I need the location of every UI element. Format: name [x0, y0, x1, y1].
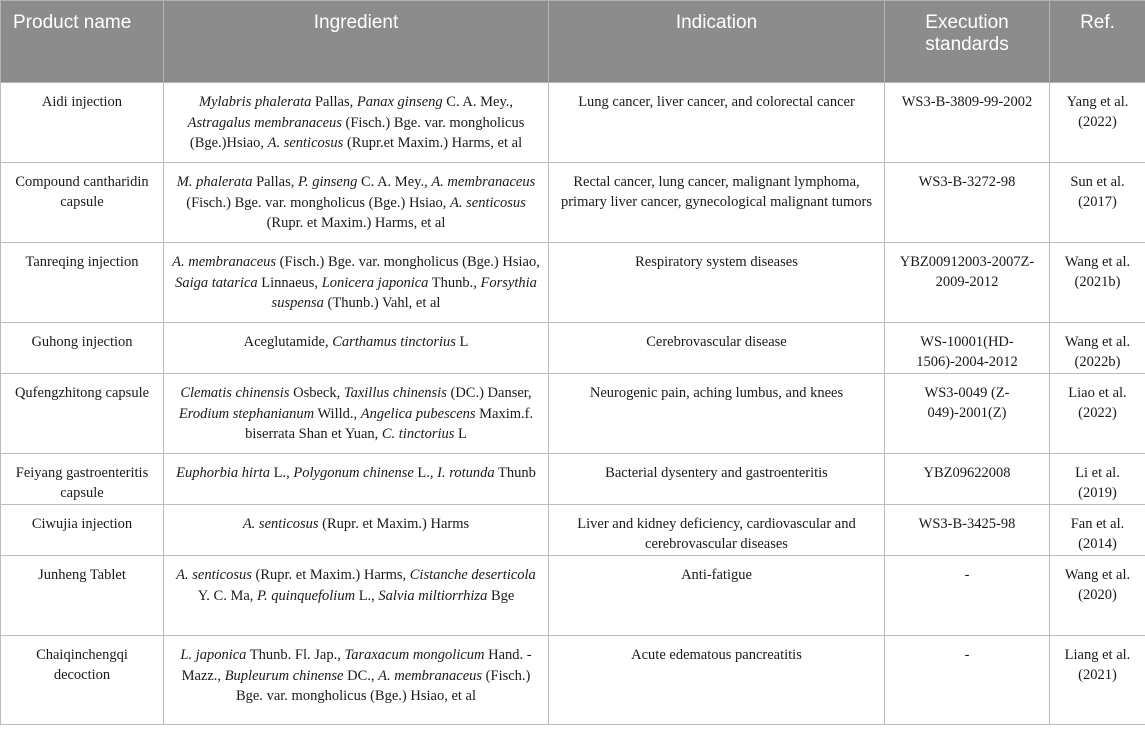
table-row: [1, 636, 1145, 725]
species-name: Bupleurum chinense: [224, 667, 344, 684]
cell-ingredient: [164, 83, 549, 163]
cell-ref: Fan et al. (2014): [1050, 505, 1145, 556]
ingredient-text: (Thunb.) Vahl, et al: [323, 295, 441, 311]
species-name: P. quinquefolium: [257, 587, 356, 604]
species-name: Astragalus membranaceus: [187, 114, 342, 131]
cell-ingredient: [164, 243, 549, 323]
ingredient-text: (Rupr. et Maxim.) Harms,: [251, 567, 410, 583]
cell-execution-standard: WS3-B-3809-99-2002: [885, 83, 1050, 163]
cell-product-name: Ciwujia injection: [1, 505, 164, 556]
species-name: Erodium stephanianum: [178, 405, 315, 422]
ingredient-text: Thunb: [494, 465, 536, 481]
species-name: L. japonica: [180, 647, 247, 663]
ingredient-text: L: [454, 426, 467, 442]
ingredient-text: Hand. -Mazz.,: [181, 647, 532, 684]
ingredient-text: L.,: [413, 465, 438, 481]
cell-product-name: Qufengzhitong capsule: [1, 374, 164, 454]
species-name: Salvia miltiorrhiza: [378, 587, 488, 604]
species-name: C. tinctorius: [381, 426, 455, 442]
cell-indication: Bacterial dysentery and gastroenteritis: [549, 454, 885, 505]
table-row: [1, 556, 1145, 636]
ingredient-text: Pallas,: [311, 94, 357, 110]
table-header: [1, 1, 1145, 83]
table-row: [1, 505, 1145, 556]
species-name: Taxillus chinensis: [343, 385, 447, 401]
header-ref: Ref.: [1050, 1, 1145, 83]
species-name: A. membranaceus: [431, 174, 536, 190]
cell-indication: Rectal cancer, lung cancer, malignant lymphoma, primary liver cancer, gynecological malignant tumors: [549, 163, 885, 243]
species-name: Carthamus tinctorius: [332, 334, 456, 350]
ingredient-text: (Fisch.) Bge. var. mongholicus (Bge.) Hsiao, et al: [235, 667, 531, 704]
ingredient-text: L.,: [355, 587, 379, 604]
cell-execution-standard: WS3-B-3425-98: [885, 505, 1050, 556]
species-name: Panax ginseng: [356, 94, 443, 110]
species-name: M. phalerata: [176, 174, 253, 190]
header-ingredient: Ingredient: [164, 1, 549, 83]
ingredient-text: (Fisch.) Bge. var. mongholicus (Bge.) Hsiao,: [186, 194, 451, 211]
header-product-name: Product name: [1, 1, 164, 83]
cell-ref: Li et al. (2019): [1050, 454, 1145, 505]
cell-execution-standard: -: [885, 556, 1050, 636]
ingredient-text: Thunb.,: [428, 274, 481, 291]
species-name: A. membranaceus: [378, 667, 483, 684]
species-name: Euphorbia hirta: [176, 465, 271, 481]
cell-ingredient: [164, 636, 549, 725]
species-name: Mylabris phalerata: [198, 94, 312, 110]
cell-ingredient: [164, 454, 549, 505]
cell-product-name: Tanreqing injection: [1, 243, 164, 323]
cell-indication: Cerebrovascular disease: [549, 323, 885, 374]
table-row: [1, 243, 1145, 323]
ingredient-text: (Rupr. et Maxim.) Harms, et al: [266, 215, 446, 231]
ingredient-text: L: [455, 334, 469, 350]
species-name: A. senticosus: [450, 194, 526, 211]
ingredient-text: Maxim.f. biserrata Shan et Yuan,: [245, 405, 534, 442]
table-body: [1, 83, 1145, 725]
cell-indication: Lung cancer, liver cancer, and colorectal cancer: [549, 83, 885, 163]
species-name: A. senticosus: [176, 567, 252, 583]
species-name: Lonicera japonica: [321, 274, 429, 291]
table-row: [1, 83, 1145, 163]
species-name: Polygonum chinense: [293, 465, 414, 481]
species-name: Forsythia suspensa: [271, 274, 537, 311]
species-name: Cistanche deserticola: [409, 567, 536, 583]
cell-ingredient: [164, 505, 549, 556]
cell-indication: Anti-fatigue: [549, 556, 885, 636]
ingredient-text: (DC.) Danser,: [446, 385, 532, 401]
species-name: A. senticosus: [267, 135, 344, 151]
cell-product-name: Chaiqinchengqi decoction: [1, 636, 164, 725]
ingredient-text: DC.,: [343, 667, 379, 684]
cell-ref: Wang et al. (2020): [1050, 556, 1145, 636]
ingredient-text: Y. C. Ma,: [197, 587, 258, 604]
ingredient-text: Willd.,: [314, 405, 361, 422]
ingredient-text: Pallas,: [252, 174, 298, 190]
species-name: P. ginseng: [297, 174, 358, 190]
ingredient-text: Aceglutamide,: [243, 334, 333, 350]
species-name: Saiga tatarica: [175, 274, 258, 291]
cell-indication: Acute edematous pancreatitis: [549, 636, 885, 725]
cell-indication: Respiratory system diseases: [549, 243, 885, 323]
cell-execution-standard: WS3-0049 (Z-049)-2001(Z): [885, 374, 1050, 454]
cell-ref: Liao et al. (2022): [1050, 374, 1145, 454]
ingredient-text: C. A. Mey.,: [442, 94, 514, 110]
cell-ingredient: [164, 163, 549, 243]
table-row: [1, 163, 1145, 243]
cell-execution-standard: YBZ00912003-2007Z-2009-2012: [885, 243, 1050, 323]
cell-ingredient: [164, 323, 549, 374]
cell-ref: Sun et al. (2017): [1050, 163, 1145, 243]
cell-execution-standard: WS3-B-3272-98: [885, 163, 1050, 243]
cell-indication: Neurogenic pain, aching lumbus, and knees: [549, 374, 885, 454]
cell-execution-standard: WS-10001(HD-1506)-2004-2012: [885, 323, 1050, 374]
ingredient-text: L.,: [270, 465, 294, 481]
header-execution-standards: Execution standards: [885, 1, 1050, 83]
cell-ref: Yang et al. (2022): [1050, 83, 1145, 163]
cell-ingredient: [164, 374, 549, 454]
cell-ref: Wang et al. (2022b): [1050, 323, 1145, 374]
cell-indication: Liver and kidney deficiency, cardiovascular and cerebrovascular diseases: [549, 505, 885, 556]
ingredient-text: (Rupr. et Maxim.) Harms: [318, 516, 470, 532]
header-row: [1, 1, 1145, 83]
table-row: [1, 454, 1145, 505]
species-name: A. senticosus: [242, 516, 319, 532]
cell-execution-standard: -: [885, 636, 1050, 725]
species-name: Angelica pubescens: [360, 405, 476, 422]
cell-product-name: Guhong injection: [1, 323, 164, 374]
ingredient-text: Thunb. Fl. Jap.,: [246, 647, 345, 663]
table-row: [1, 374, 1145, 454]
cell-product-name: Feiyang gastroenteritis capsule: [1, 454, 164, 505]
ingredient-text: Osbeck,: [289, 385, 344, 401]
ingredient-text: Bge: [487, 587, 515, 604]
ingredient-text: C. A. Mey.,: [357, 174, 432, 190]
cell-ref: Wang et al. (2021b): [1050, 243, 1145, 323]
ingredient-text: Linnaeus,: [257, 274, 322, 291]
species-name: A. membranaceus: [172, 254, 277, 270]
table-row: [1, 323, 1145, 374]
species-name: Clematis chinensis: [180, 385, 290, 401]
header-indication: Indication: [549, 1, 885, 83]
ingredient-text: (Fisch.) Bge. var. mongholicus (Bge.) Hsiao,: [276, 254, 540, 270]
cell-product-name: Junheng Tablet: [1, 556, 164, 636]
ingredient-text: (Fisch.) Bge. var. mongholicus (Bge.)Hsiao,: [189, 114, 525, 151]
cell-product-name: Aidi injection: [1, 83, 164, 163]
species-name: I. rotunda: [437, 465, 495, 481]
cell-product-name: Compound cantharidin capsule: [1, 163, 164, 243]
ingredient-text: (Rupr.et Maxim.) Harms, et al: [343, 135, 523, 151]
species-name: Taraxacum mongolicum: [344, 647, 485, 663]
cell-ref: Liang et al. (2021): [1050, 636, 1145, 725]
cell-ingredient: [164, 556, 549, 636]
cell-execution-standard: YBZ09622008: [885, 454, 1050, 505]
